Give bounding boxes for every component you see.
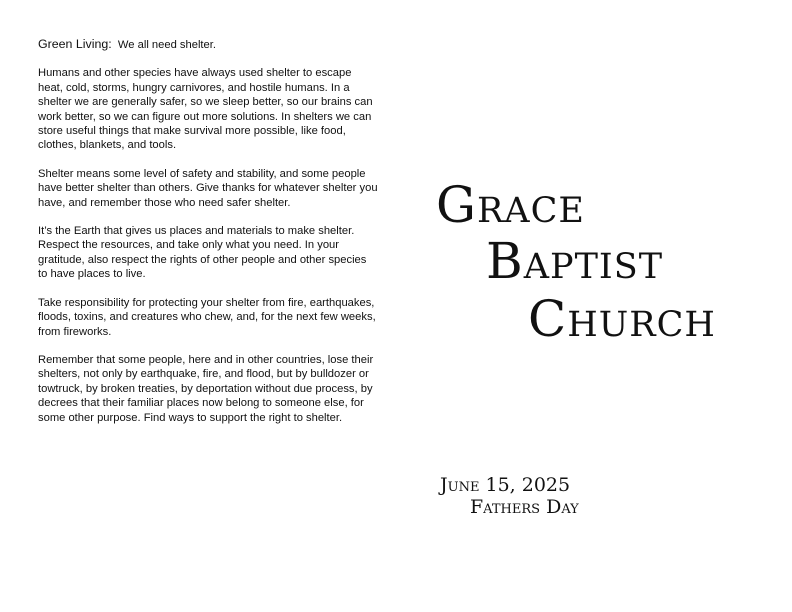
church-title-baptist: Baptist (486, 232, 664, 290)
paragraph-shelter-stability: Shelter means some level of safety and stability, and some people have better shelter than others. Give thanks for whatever shelter you have, and remember those who need safer shelter. (38, 167, 378, 209)
service-occasion: Fathers Day (470, 496, 579, 518)
green-living-label: Green Living: (38, 37, 112, 51)
paragraph-earth-resources: It’s the Earth that gives us places and materials to make shelter. Respect the resources, and take only what you need. In your gratitude, also respect the rights of other people and other species to have places to live. (38, 225, 367, 281)
paragraph-protect-shelter: Take responsibility for protecting your shelter from fire, earthquakes, floods, toxins, and creatures who chew, and, for the next few weeks, from fireworks. (38, 296, 376, 338)
church-title-grace: Grace (436, 176, 585, 234)
paragraph-right-to-shelter: Remember that some people, here and in other countries, lose their shelters, not only by earthquake, fire, and flood, but by bulldozer or towtruck, by broken treaties, by deportation without due process, by decrees that their familiar places now belong to someone else, for some other purpose. Find ways to support the right to shelter. (38, 353, 374, 424)
green-living-subtitle: We all need shelter. (117, 39, 216, 51)
church-title-church: Church (528, 290, 716, 348)
paragraph-shelter-history: Humans and other species have always used shelter to escape heat, cold, storms, hungry carnivores, and hostile humans. In a shelter we are generally safer, so we sleep better, so our brains can work better, so we can figure out more solutions. In shelters we can store useful things that make survival more possible, like food, clothes, blankets, and tools. (38, 67, 373, 152)
service-date: June 15, 2025 (440, 474, 571, 496)
